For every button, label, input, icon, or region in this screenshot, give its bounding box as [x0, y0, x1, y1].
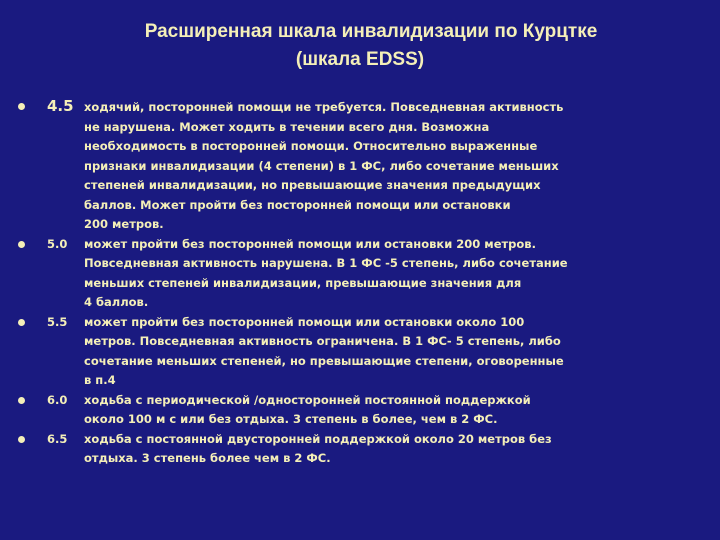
description-line: баллов. Может пройти без посторонней помощи или остановки: [84, 197, 511, 212]
description-line: около 100 м с или без отдыха. 3 степень в более, чем в 2 ФС.: [84, 412, 498, 426]
score-label: 5.0: [47, 236, 68, 251]
description-line: степеней инвалидизации, но превышающие значения предыдущих: [84, 178, 541, 192]
description-line: метров. Повседневная активность ограничена. В 1 ФС- 5 степень, либо: [84, 334, 561, 348]
description-line: сочетание меньших степеней, но превышающие степени, оговоренные: [84, 353, 564, 368]
item-description: [84, 391, 531, 430]
item-description: [84, 98, 563, 235]
description-line: 200 метров.: [84, 217, 164, 231]
title-line-1: Расширенная шкала инвалидизации по Курцтке: [144, 21, 598, 42]
score-label: 6.5: [47, 431, 68, 446]
description-line: может пройти без посторонней помощи или остановки около 100: [84, 314, 525, 329]
description-line: может пройти без посторонней помощи или остановки 200 метров.: [84, 236, 536, 251]
list-item-6-5: [18, 430, 618, 469]
score-label: 6.0: [47, 392, 68, 407]
description-line: ходьба с периодической /односторонней постоянной поддержкой: [84, 392, 531, 407]
score-label: 4.5: [47, 97, 74, 115]
list-item-5-5: [18, 313, 618, 391]
description-line: ходячий, посторонней помощи не требуется. Повседневная активность: [84, 100, 564, 114]
description-line: признаки инвалидизации (4 степени) в 1 ФС, либо сочетание меньших: [84, 158, 559, 173]
title-line-2: (шкала EDSS): [295, 49, 425, 70]
bullet-icon: [18, 436, 25, 443]
description-line: не нарушена. Может ходить в течении всего дня. Возможна: [84, 119, 490, 134]
description-line: Повседневная активность нарушена. В 1 ФС -5 степень, либо сочетание: [84, 256, 568, 270]
bullet-icon: [18, 397, 25, 404]
item-description: [84, 235, 568, 313]
slide-title: [0, 18, 720, 74]
bullet-icon: [18, 319, 25, 326]
description-line: меньших степеней инвалидизации, превышающие значения для: [84, 275, 522, 290]
list-item-6-0: [18, 391, 618, 430]
description-line: отдыха. 3 степень более чем в 2 ФС.: [84, 451, 331, 465]
bullet-icon: [18, 241, 25, 248]
description-line: в п.4: [84, 373, 116, 387]
description-line: необходимость в посторонней помощи. Относительно выраженные: [84, 139, 538, 153]
item-description: [84, 313, 564, 391]
description-line: 4 баллов.: [84, 295, 149, 309]
edss-score-list: [18, 98, 618, 469]
item-description: [84, 430, 552, 469]
bullet-icon: [18, 103, 25, 110]
list-item-4-5: [18, 98, 618, 235]
score-label: 5.5: [47, 314, 68, 329]
description-line: ходьба с постоянной двусторонней поддержкой около 20 метров без: [84, 431, 552, 446]
list-item-5-0: [18, 235, 618, 313]
